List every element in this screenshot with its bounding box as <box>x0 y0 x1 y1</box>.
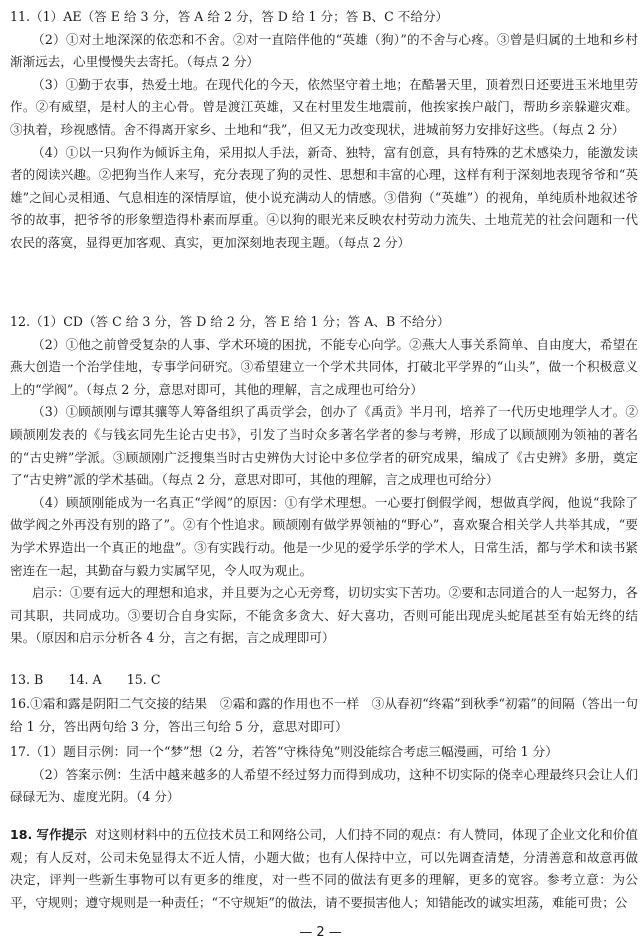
q18-text: 对这则材料中的五位技术员工和网络公司，人们持不同的观点：有人赞同，体现了企业文化和价值观；有人反对，公司未免显得太不近人情，小题大做；也有人保持中立，可以先调查清楚，分清善意和故意再做决定，评判一些新生事物可以有更多的维度，对一些不同的做法有更多的理解，更多的宽容。参考立意：为公平，守规则；遵守规则是一种责任；“不守规矩”的做法，请不要损害他人；知错能改的诚实坦荡，难能可贵；公 <box>10 827 639 910</box>
q17-part1: 17.（1）题目示例：同一个“梦”想（2 分，若答“守株待兔”则没能综合考虑三幅漫画，可给 1 分） <box>10 744 558 759</box>
q11-part4: （4）①以一只狗作为倾诉主角，采用拟人手法，新奇、独特，富有创意，具有特殊的艺术感染力，能激发读者的阅读兴趣。②把狗当作人来写，充分表现了狗的灵性、思想和丰富的心理，这样有利于深刻地表现爷爷和“英雄”之间心灵相通、气息相连的深情厚谊，使小说充满动人的情感。③借狗（“英雄”）的视角，单纯质朴地叙述爷爷的故事，把爷爷的形象塑造得朴素而厚重。④以狗的眼光来反映农村劳动力流失、土地荒芜的社会问题和一代农民的落寞，显得更加客观、真实，更加深刻地表现主题。（每点 2 分） <box>10 144 638 250</box>
q17-part2: （2）答案示例：生活中越来越多的人希望不经过努力而得到成功，这种不切实际的侥幸心理最终只会让人们碌碌无为、虚度光阴。（4 分） <box>10 766 638 805</box>
q13-15-answers: 13. B 14. A 15. C <box>10 672 161 687</box>
q12-section <box>10 311 638 650</box>
q16-answer: 16.①霜和露是阴阳二气交接的结果 ②霜和露的作用也不一样 ③从春初“终霜”到秋季“初霜”的间隔（答出一句给 1 分，答出两句给 3 分，答出三句给 5 分，意思对即可） <box>10 696 638 734</box>
q12-part3: （3）①顾颉刚与谭其骧等人筹备组织了禹贡学会，创办了《禹贡》半月刊，培养了一代历史地理学人才。②顾颉刚发表的《与钱玄同先生论古史书》，引发了当时众多著名学者的参与考辨，形成了以顾颉刚为领袖的著名的“古史辨”学派。③顾颉刚广泛搜集当时古史辨伪大讨论中多位学者的研究成果，编成了《古史辨》多册，奠定了“古史辨”派的学术基础。（每点 2 分，意思对即可，其他的理解，言之成理也可给分） <box>10 404 638 488</box>
q17-section <box>10 741 638 809</box>
q11-part1: 11.（1）AE（答 E 给 3 分，答 A 给 2 分，答 D 给 1 分；答 B、C 不给分） <box>10 9 449 24</box>
page-number: — 2 — <box>299 925 342 940</box>
q12-part2: （2）①他之前曾受复杂的人事、学术环境的困扰，不能专心向学。②燕大人事关系简单、自由度大，希望在燕大创造一个治学佳地，专事学问研究。③希望建立一个学术共同体，打破北平学界的“山头”，做一个积极意义上的“学阀”。（每点 2 分，意思对即可，其他的理解，言之成理也可给分） <box>10 336 638 397</box>
q18-section <box>10 824 638 914</box>
q13-15-section <box>10 669 638 692</box>
q12-inspiration: 启示：①要有远大的理想和追求，并且要为之心无旁骛，切切实实下苦功。②要和志同道合的人一起努力，各司其职，共同成功。③要切合自身实际，不能贪多贪大、好大喜功，否则可能出现虎头蛇尾甚至有始无终的结果。（原因和启示分析各 4 分，言之有据，言之成理即可） <box>10 585 638 646</box>
q18-writing-tips: 18. 写作提示 对这则材料中的五位技术员工和网络公司，人们持不同的观点：有人赞同，体现了企业文化和价值观；有人反对，公司未免显得太不近人情，小题大做；也有人保持中立，可以先调查清楚，分清善意和故意再做决定，评判一些新生事物可以有更多的维度，对一些不同的做法有更多的理解，更多的宽容。参考立意：为公平，守规则；遵守规则是一种责任；“不守规矩”的做法，请不要损害他人；知错能改的诚实坦荡，难能可贵；公 <box>10 827 639 910</box>
q11-part2: （2）①对土地深深的依恋和不舍。②对一直陪伴他的“英雄（狗）”的不舍与心疼。③曾是归属的土地和乡村渐渐远去，心里慢慢失去寄托。（每点 2 分） <box>10 31 638 70</box>
q11-part3: （3）①勤于农事，热爱土地。在现代化的今天，依然坚守着土地；在酷暑天里，顶着烈日还要进玉米地里劳作。②有威望，是村人的主心骨。曾是渡江英雄，又在村里发生地震前，他挨家挨户敲门，帮助乡亲躲避灾难。③执着，珍视感情。舍不得离开家乡、土地和“我”，但又无力改变现状，进城前努力安排好这些。（每点 2 分） <box>10 76 638 137</box>
q18-label: 写作提示 <box>36 827 87 842</box>
q11-section <box>10 6 638 255</box>
q16-section <box>10 693 638 738</box>
q12-part4: （4）顾颉刚能成为一名真正“学阀”的原因：①有学术理想。一心要打倒假学阀，想做真学阀，他说“我除了做学阀之外再没有别的路了”。②有个性追求。顾颉刚有做学界领袖的“野心”，喜欢聚合相关学人共举其成，“要为学术界造出一个真正的地盘”。③有实践行动。他是一少见的爱学乐学的学术人，日常生活，都与学术和读书紧密连在一起，其勤奋与毅力实属罕见，令人叹为观止。 <box>10 494 638 578</box>
q12-part1: 12.（1）CD（答 C 给 3 分，答 D 给 2 分，答 E 给 1 分；答 A、B 不给分） <box>10 314 450 329</box>
